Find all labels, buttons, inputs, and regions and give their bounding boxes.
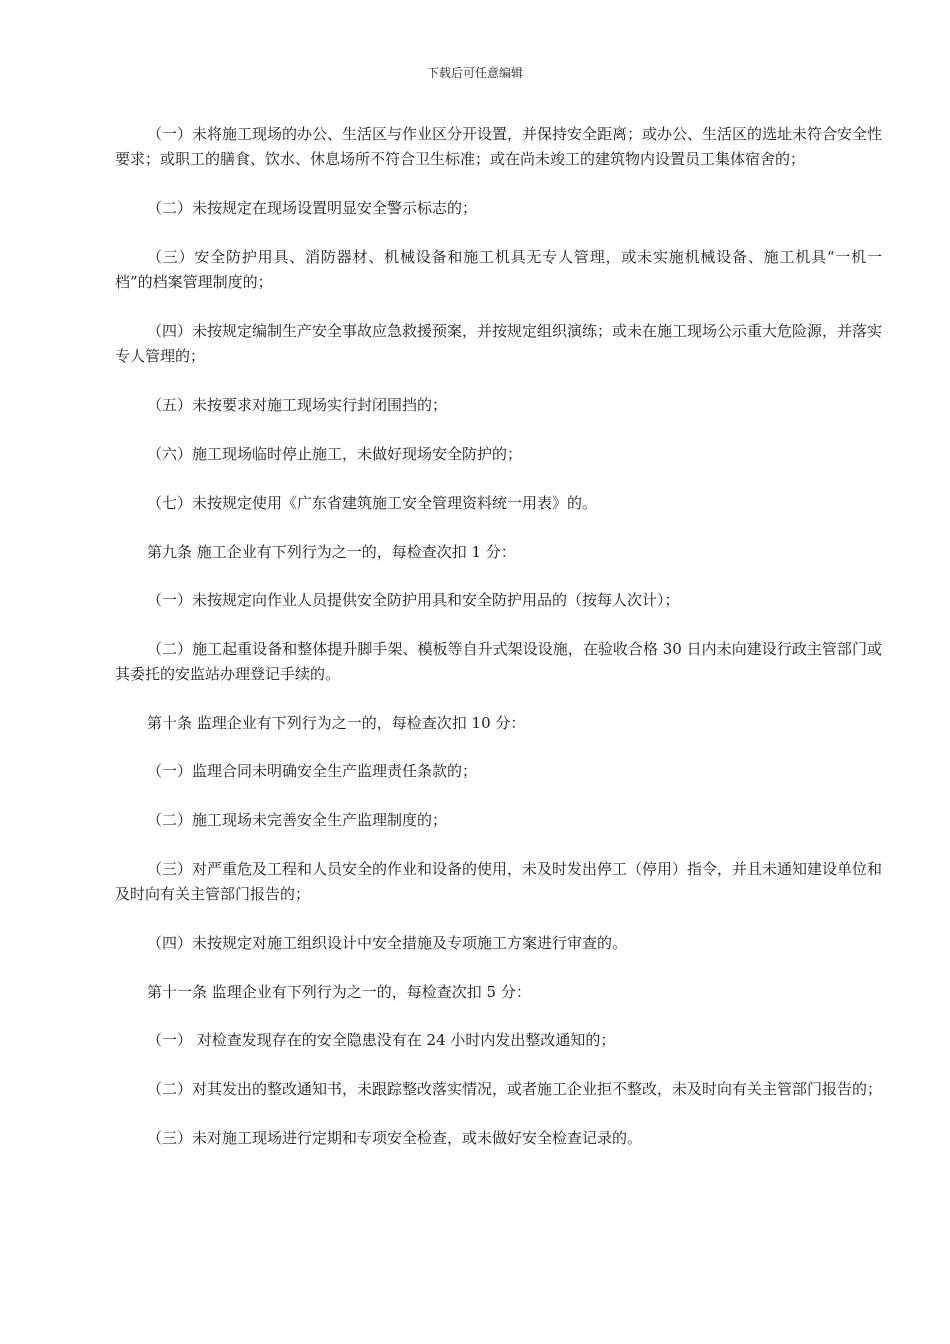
clause-7: （七）未按规定使用《广东省建筑施工安全管理资料统一用表》的。 bbox=[147, 494, 598, 512]
article-10-clause-4: （四）未按规定对施工组织设计中安全措施及专项施工方案进行审查的。 bbox=[147, 934, 628, 952]
clause-3: （三）安全防护用具、消防器材、机械设备和施工机具无专人管理，或未实施机械设备、施工机具“一机一档”的档案管理制度的； bbox=[115, 248, 882, 291]
clause-4: （四）未按规定编制生产安全事故应急救援预案，并按规定组织演练；或未在施工现场公示重大危险源，并落实专人管理的； bbox=[115, 322, 883, 365]
clause-1: （一）未将施工现场的办公、生活区与作业区分开设置，并保持安全距离；或办公、生活区的选址未符合安全性要求；或职工的膳食、饮水、休息场所不符合卫生标准；或在尚未竣工的建筑物内设置员工集体宿舍的； bbox=[115, 125, 883, 168]
article-10-clause-1: （一）监理合同未明确安全生产监理责任条款的； bbox=[147, 762, 478, 780]
clause-6: （六）施工现场临时停止施工，未做好现场安全防护的； bbox=[147, 445, 523, 463]
article-10-heading: 第十条 监理企业有下列行为之一的，每检查次扣 10 分： bbox=[147, 714, 526, 732]
article-9-heading: 第九条 施工企业有下列行为之一的，每检查次扣 1 分： bbox=[147, 543, 516, 561]
clause-5: （五）未按要求对施工现场实行封闭围挡的； bbox=[147, 396, 448, 414]
document-body bbox=[115, 122, 882, 1175]
article-9-clause-2: （二）施工起重设备和整体提升脚手架、模板等自升式架设设施，在验收合格 30 日内未向建设行政主管部门或其委托的安监站办理登记手续的。 bbox=[115, 640, 882, 683]
clause-2: （二）未按规定在现场设置明显安全警示标志的； bbox=[147, 199, 478, 217]
article-11-clause-3: （三）未对施工现场进行定期和专项安全检查，或未做好安全检查记录的。 bbox=[147, 1129, 643, 1147]
article-11-heading: 第十一条 监理企业有下列行为之一的，每检查次扣 5 分： bbox=[147, 983, 531, 1001]
article-11-clause-1: （一） 对检查发现存在的安全隐患没有在 24 小时内发出整改通知的； bbox=[147, 1031, 616, 1049]
article-11-clause-2: （二）对其发出的整改通知书，未跟踪整改落实情况，或者施工企业拒不整改，未及时向有关主管部门报告的； bbox=[147, 1080, 883, 1098]
article-9-clause-1: （一）未按规定向作业人员提供安全防护用具和安全防护用品的（按每人次计）； bbox=[147, 591, 680, 609]
article-10-clause-2: （二）施工现场未完善安全生产监理制度的； bbox=[147, 811, 448, 829]
page-header: 下载后可任意编辑 bbox=[426, 66, 523, 80]
article-10-clause-3: （三）对严重危及工程和人员安全的作业和设备的使用，未及时发出停工（停用）指令，并且未通知建设单位和及时向有关主管部门报告的； bbox=[115, 860, 883, 903]
